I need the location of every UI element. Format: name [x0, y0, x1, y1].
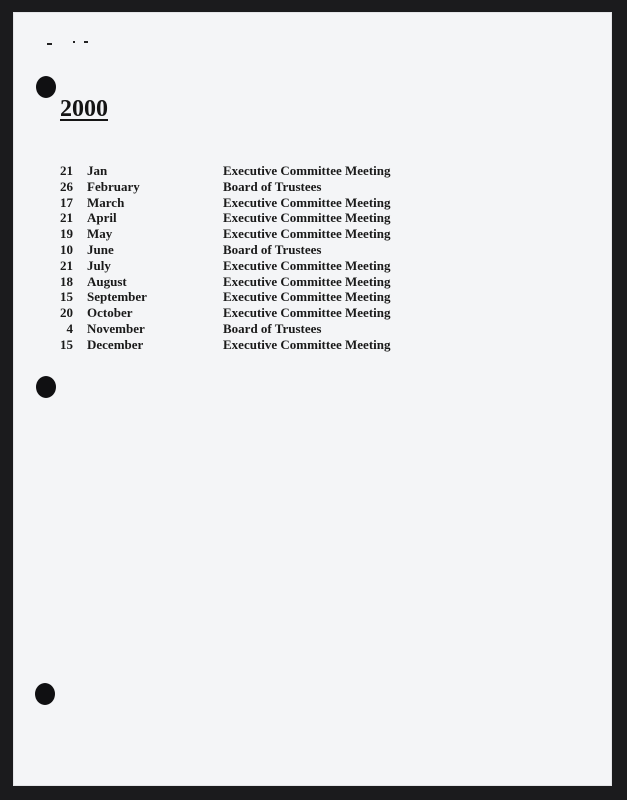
- schedule-row: [13, 289, 612, 305]
- scan-mark: [47, 43, 52, 45]
- schedule-row: [13, 305, 612, 321]
- punch-hole: [36, 376, 56, 398]
- meeting-day: 21: [60, 163, 73, 178]
- meeting-month: April: [87, 210, 117, 226]
- schedule-row: [13, 274, 612, 290]
- meeting-day: 26: [60, 178, 73, 194]
- schedule-row: [13, 337, 612, 353]
- meeting-day: 17: [60, 194, 73, 210]
- meeting-event: Executive Committee Meeting: [223, 305, 391, 321]
- meeting-month: July: [87, 257, 111, 273]
- schedule-row: [13, 163, 612, 179]
- meeting-month: November: [87, 320, 145, 336]
- meeting-event: Executive Committee Meeting: [223, 163, 391, 178]
- meeting-month: May: [87, 226, 113, 242]
- meeting-schedule: [13, 163, 612, 353]
- meeting-month: June: [87, 241, 114, 257]
- schedule-row: [13, 195, 612, 211]
- meeting-month: October: [87, 305, 133, 321]
- schedule-row: [13, 179, 612, 195]
- schedule-row: [13, 258, 612, 274]
- schedule-row: [13, 210, 612, 226]
- meeting-day: 21: [60, 257, 73, 273]
- punch-hole: [35, 683, 55, 705]
- meeting-day: 4: [66, 320, 73, 336]
- meeting-event: Executive Committee Meeting: [223, 336, 391, 352]
- meeting-month: March: [87, 194, 125, 210]
- meeting-day: 10: [60, 241, 73, 257]
- meeting-event: Board of Trustees: [223, 178, 322, 194]
- meeting-event: Executive Committee Meeting: [223, 210, 391, 226]
- meeting-event: Executive Committee Meeting: [223, 257, 391, 273]
- meeting-day: 15: [60, 336, 73, 352]
- scan-mark: [84, 41, 88, 43]
- meeting-month: February: [87, 178, 140, 194]
- meeting-event: Executive Committee Meeting: [223, 226, 391, 242]
- meeting-day: 19: [60, 226, 73, 242]
- meeting-month: Jan: [87, 163, 108, 178]
- meeting-month: August: [87, 273, 127, 289]
- scan-mark: [73, 41, 75, 43]
- document-page: [13, 12, 612, 786]
- meeting-event: Board of Trustees: [223, 241, 322, 257]
- meeting-day: 15: [60, 289, 73, 305]
- meeting-event: Executive Committee Meeting: [223, 273, 391, 289]
- scan-marks: [47, 41, 107, 47]
- meeting-day: 20: [60, 305, 73, 321]
- meeting-event: Executive Committee Meeting: [223, 194, 391, 210]
- meeting-event: Executive Committee Meeting: [223, 289, 391, 305]
- schedule-row: [13, 321, 612, 337]
- meeting-month: September: [87, 289, 147, 305]
- meeting-event: Board of Trustees: [223, 320, 322, 336]
- schedule-row: [13, 226, 612, 242]
- schedule-row: [13, 242, 612, 258]
- meeting-month: December: [87, 336, 144, 352]
- meeting-day: 21: [60, 210, 73, 226]
- meeting-day: 18: [60, 273, 73, 289]
- year-heading: 2000: [60, 96, 108, 122]
- punch-hole: [36, 76, 56, 98]
